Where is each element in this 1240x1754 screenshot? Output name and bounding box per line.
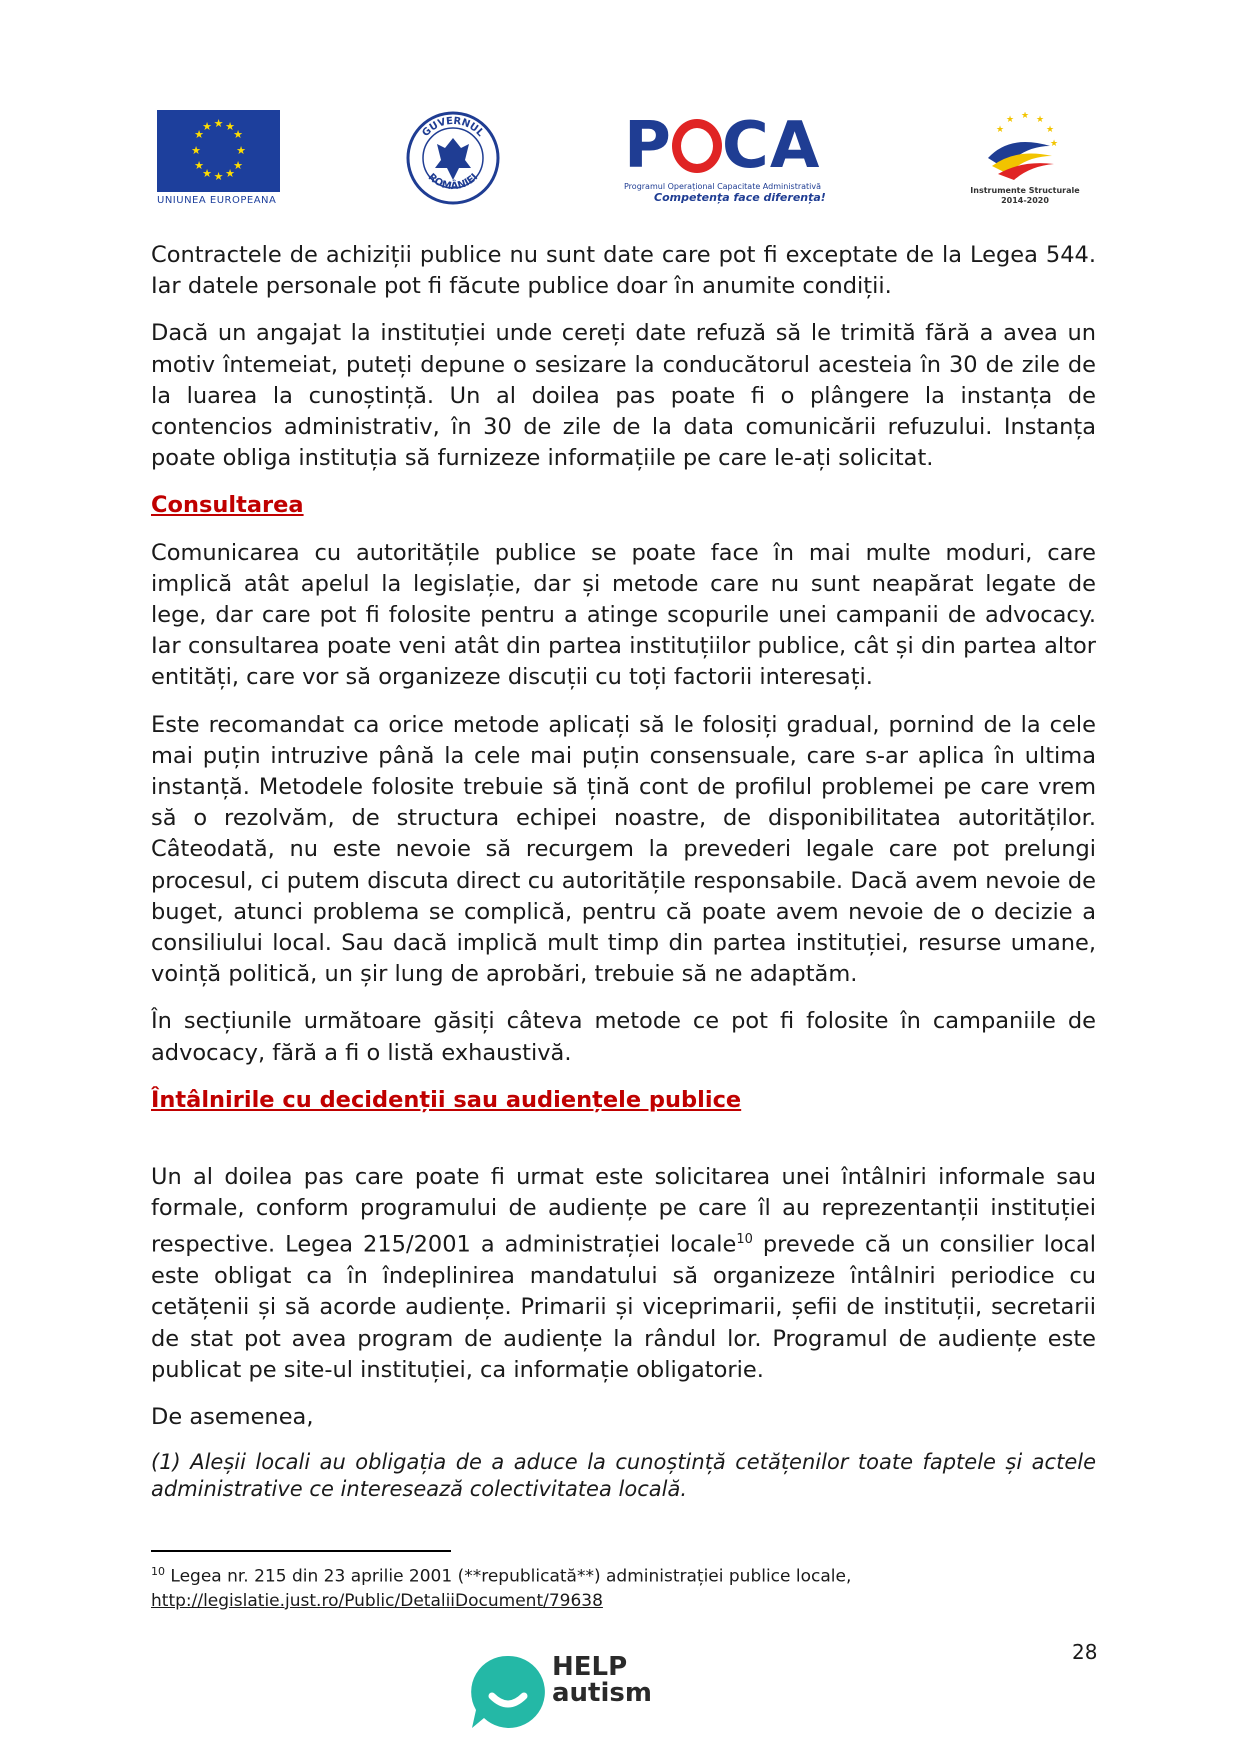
help-autism-logo xyxy=(468,1652,652,1732)
poca-subtitle: Programul Operațional Capacitate Administrativă xyxy=(624,182,822,191)
poca-letter-p: P xyxy=(624,109,672,183)
poca-letter-c: C xyxy=(721,109,770,183)
paragraph: Este recomandat ca orice metode aplicați să le folosiți gradual, pornind de la cele mai puțin intruzive până la cele mai puțin consensuale, care s-ar aplica în ultima instanță. Metodele folosite trebuie să țină cont de profilul problemei pe care vrem să o rezolvăm, de structura echipei noastre, de disponibilitatea autorităților. Câteodată, nu este nevoie să recurgem la prevederi legale care pot prelungi procesul, ci putem discuta direct cu autoritățile responsabile. Dacă avem nevoie de buget, atunci problema se complică, pentru că poate avem nevoie de o decizie a consiliului local. Sau dacă implică mult timp din partea instituției, resurse umane, voință politică, un șir lung de aprobări, trebuie să ne adaptăm. xyxy=(151,711,1096,988)
svg-text:ROMÂNIEI: ROMÂNIEI xyxy=(425,171,481,193)
poca-o-ring-icon xyxy=(672,119,722,173)
help-word: HELP xyxy=(552,1652,628,1682)
svg-text:★: ★ xyxy=(233,128,243,141)
svg-text:★: ★ xyxy=(213,117,224,130)
eu-flag-icon xyxy=(157,110,280,192)
autism-word: autism xyxy=(552,1678,652,1708)
paragraph xyxy=(151,1162,1096,1386)
help-autism-wordmark xyxy=(552,1654,652,1706)
page-number: 28 xyxy=(1072,1640,1098,1664)
svg-text:★: ★ xyxy=(225,167,235,180)
poca-slogan: Competența face diferența! xyxy=(654,191,826,204)
svg-text:★: ★ xyxy=(202,167,212,180)
paragraph: În secțiunile următoare găsiți câteva metode ce pot fi folosite în campaniile de advocacy, fără a fi o listă exhaustivă. xyxy=(151,1008,1096,1066)
footnote-number: 10 xyxy=(151,1565,165,1578)
government-logo xyxy=(405,110,501,206)
svg-text:★: ★ xyxy=(1035,115,1045,125)
svg-text:★: ★ xyxy=(1049,139,1059,149)
section-heading-intalnirile: Întâlnirile cu decidenții sau audiențele publice xyxy=(151,1086,742,1113)
section-heading-consultarea: Consultarea xyxy=(151,492,304,519)
paragraph: Comunicarea cu autoritățile publice se poate face în mai multe moduri, care implică atât apelul la legislație, dar și metode care nu sunt neapărat legate de lege, dar care pot fi folosite pentru a atinge scopurile unei campanii de advocacy. Iar consultarea poate veni atât din partea instituțiilor publice, cât și din partea altor entități, care vor să organizeze discuții cu toți factorii interesați. xyxy=(151,539,1096,691)
paragraph-text: prevede că un consilier local este obligat ca în îndeplinirea mandatului să organizeze întâlniri periodice cu cetățenii și să acorde audiențe. Primarii și viceprimarii, șefii de instituții, secretarii de stat pot avea program de audiențe la rândul lor. Programul de audiențe este publicat pe site-ul instituției, ca informație obligatorie. xyxy=(151,1231,1096,1383)
svg-text:GUVERNUL: GUVERNUL xyxy=(420,115,486,140)
svg-text:★: ★ xyxy=(236,144,246,157)
paragraph: Dacă un angajat la instituției unde cereți date refuză să le trimită fără a avea un motiv întemeiat, puteți depune o sesizare la conducătorul acesteia în 30 de zile de la luarea la cunoștință. Un al doilea pas poate fi o plângere la instanța de contencios administrativ, în 30 de zile de la data comunicării refuzului. Instanța poate obliga instituția să furnizeze informațiile pe care le-ați solicitat. xyxy=(151,320,1096,472)
instrumente-structurale-icon xyxy=(970,112,1080,182)
is-caption-line2: 2014-2020 xyxy=(1001,196,1049,205)
svg-text:★: ★ xyxy=(194,159,204,172)
speech-bubble-icon xyxy=(468,1652,548,1732)
is-caption-line1: Instrumente Structurale xyxy=(970,186,1080,195)
svg-text:★: ★ xyxy=(1020,112,1030,121)
eu-caption: UNIUNEA EUROPEANA xyxy=(157,195,277,206)
eu-stars-icon xyxy=(157,110,280,192)
paragraph: De asemenea, xyxy=(151,1404,314,1430)
svg-text:★: ★ xyxy=(995,125,1005,135)
svg-text:★: ★ xyxy=(202,120,212,133)
poca-logo xyxy=(624,109,852,206)
instrumente-structurale-caption xyxy=(970,186,1080,206)
government-seal-icon xyxy=(405,110,501,206)
svg-text:★: ★ xyxy=(213,170,224,183)
logo-header xyxy=(0,100,1240,220)
poca-wordmark xyxy=(624,109,852,183)
svg-text:★: ★ xyxy=(191,144,201,157)
paragraph: Contractele de achiziții publice nu sunt date care pot fi exceptate de la Legea 544. Iar datele personale pot fi făcute publice doar în anumite condiții. xyxy=(151,242,1096,300)
svg-text:★: ★ xyxy=(194,128,204,141)
instrumente-structurale-logo xyxy=(970,112,1080,212)
svg-text:★: ★ xyxy=(1005,115,1015,125)
footnote-divider xyxy=(151,1550,451,1552)
svg-text:★: ★ xyxy=(1045,125,1055,135)
footnote-reference[interactable]: 10 xyxy=(736,1232,753,1248)
legal-quote: (1) Aleșii locali au obligația de a aduce la cunoștință cetățenilor toate faptele și actele administrative ce interesează colectivitatea locală. xyxy=(151,1450,1096,1502)
footnote-link[interactable]: http://legislatie.just.ro/Public/DetaliiDocument/79638 xyxy=(151,1590,603,1611)
svg-text:★: ★ xyxy=(233,159,243,172)
footnote-text: Legea nr. 215 din 23 aprilie 2001 (**republicată**) administrației publice locale, xyxy=(165,1566,852,1587)
paragraph-text: Un al doilea pas care poate fi urmat este solicitarea unei întâlniri informale sau formale, conform programului de audiențe pe care îl au reprezentanții instituției respective. Legea 215/2001 a administrației locale xyxy=(151,1164,1096,1258)
poca-letter-a: A xyxy=(769,109,821,183)
svg-text:★: ★ xyxy=(225,120,235,133)
eu-logo xyxy=(157,110,280,210)
footnote xyxy=(151,1560,1096,1613)
document-body xyxy=(151,240,1096,1519)
